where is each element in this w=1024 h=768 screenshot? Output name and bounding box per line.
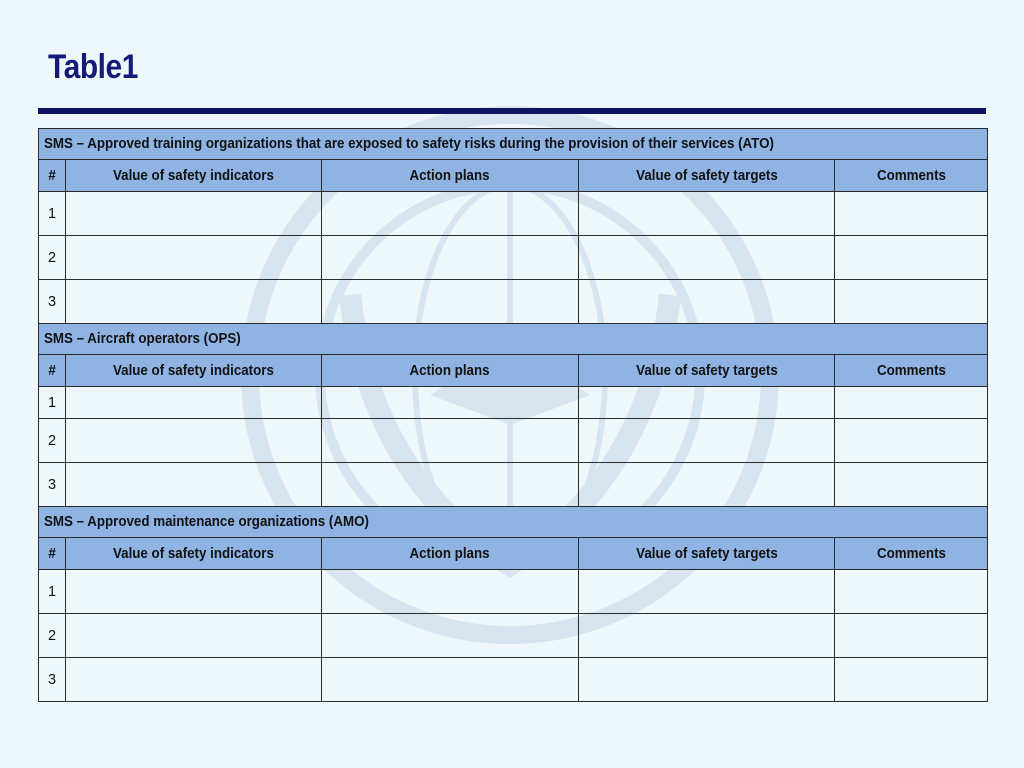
col-comments-header	[835, 355, 988, 387]
col-action-plans-header	[322, 160, 579, 192]
column-header-text: Comments	[876, 545, 946, 562]
col-action-plans-header	[322, 538, 579, 570]
comments-cell	[835, 387, 988, 419]
action-plans-cell	[322, 614, 579, 658]
safety-targets-cell	[579, 463, 835, 507]
action-plans-cell	[322, 419, 579, 463]
row-number: 2	[39, 614, 66, 658]
col-safety-indicators-header	[66, 355, 322, 387]
action-plans-cell	[322, 192, 579, 236]
row-number: 3	[39, 280, 66, 324]
section-title-text: SMS – Aircraft operators (OPS)	[44, 331, 241, 347]
safety-targets-cell	[579, 658, 835, 702]
action-plans-cell	[322, 463, 579, 507]
table-row	[39, 236, 988, 280]
column-header-text: Comments	[876, 362, 946, 379]
safety-targets-cell	[579, 387, 835, 419]
action-plans-cell	[322, 387, 579, 419]
table-row	[39, 280, 988, 324]
safety-indicators-cell	[66, 419, 322, 463]
comments-cell	[835, 658, 988, 702]
page-title: Table1	[48, 48, 138, 86]
table-row	[39, 387, 988, 419]
table-row	[39, 658, 988, 702]
action-plans-cell	[322, 570, 579, 614]
section-title-text: SMS – Approved training organizations that are exposed to safety risks during the provision of their services (ATO)	[44, 136, 774, 152]
column-header-text: Value of safety indicators	[113, 167, 274, 184]
safety-targets-cell	[579, 236, 835, 280]
row-number: 3	[39, 463, 66, 507]
col-comments-header	[835, 160, 988, 192]
sms-table	[38, 128, 988, 702]
table-row	[39, 570, 988, 614]
comments-cell	[835, 570, 988, 614]
column-header-text: Value of safety indicators	[113, 545, 274, 562]
safety-indicators-cell	[66, 463, 322, 507]
safety-targets-cell	[579, 419, 835, 463]
col-action-plans-header	[322, 355, 579, 387]
col-safety-targets-header	[579, 160, 835, 192]
row-number: 1	[39, 192, 66, 236]
column-header-text: Value of safety targets	[635, 362, 778, 379]
table-row	[39, 614, 988, 658]
comments-cell	[835, 192, 988, 236]
column-header-text: Action plans	[409, 545, 491, 562]
col-safety-targets-header	[579, 355, 835, 387]
column-header-row	[39, 538, 988, 570]
section-title	[39, 324, 988, 355]
safety-indicators-cell	[66, 236, 322, 280]
table-row	[39, 419, 988, 463]
safety-targets-cell	[579, 192, 835, 236]
section-title	[39, 129, 988, 160]
column-header-text: #	[48, 545, 56, 562]
action-plans-cell	[322, 236, 579, 280]
column-header-text: Value of safety targets	[635, 167, 778, 184]
section-title-row	[39, 129, 988, 160]
col-safety-indicators-header	[66, 538, 322, 570]
column-header-text: Comments	[876, 167, 946, 184]
col-number-header	[39, 355, 66, 387]
column-header-row	[39, 355, 988, 387]
row-number: 2	[39, 419, 66, 463]
column-header-text: Action plans	[409, 362, 491, 379]
col-number-header	[39, 160, 66, 192]
title-divider	[38, 108, 986, 114]
column-header-row	[39, 160, 988, 192]
col-number-header	[39, 538, 66, 570]
safety-indicators-cell	[66, 280, 322, 324]
row-number: 1	[39, 387, 66, 419]
table-row	[39, 192, 988, 236]
safety-indicators-cell	[66, 570, 322, 614]
row-number: 2	[39, 236, 66, 280]
comments-cell	[835, 419, 988, 463]
section-title	[39, 507, 988, 538]
row-number: 1	[39, 570, 66, 614]
comments-cell	[835, 280, 988, 324]
row-number: 3	[39, 658, 66, 702]
safety-targets-cell	[579, 570, 835, 614]
column-header-text: Value of safety targets	[635, 545, 778, 562]
safety-indicators-cell	[66, 614, 322, 658]
col-comments-header	[835, 538, 988, 570]
action-plans-cell	[322, 658, 579, 702]
col-safety-targets-header	[579, 538, 835, 570]
section-title-row	[39, 324, 988, 355]
comments-cell	[835, 463, 988, 507]
table-row	[39, 463, 988, 507]
column-header-text: Action plans	[409, 167, 491, 184]
comments-cell	[835, 236, 988, 280]
safety-targets-cell	[579, 280, 835, 324]
section-title-row	[39, 507, 988, 538]
column-header-text: Value of safety indicators	[113, 362, 274, 379]
col-safety-indicators-header	[66, 160, 322, 192]
safety-indicators-cell	[66, 192, 322, 236]
comments-cell	[835, 614, 988, 658]
safety-indicators-cell	[66, 387, 322, 419]
action-plans-cell	[322, 280, 579, 324]
column-header-text: #	[48, 167, 56, 184]
safety-indicators-cell	[66, 658, 322, 702]
safety-targets-cell	[579, 614, 835, 658]
section-title-text: SMS – Approved maintenance organizations (AMO)	[44, 514, 369, 530]
column-header-text: #	[48, 362, 56, 379]
